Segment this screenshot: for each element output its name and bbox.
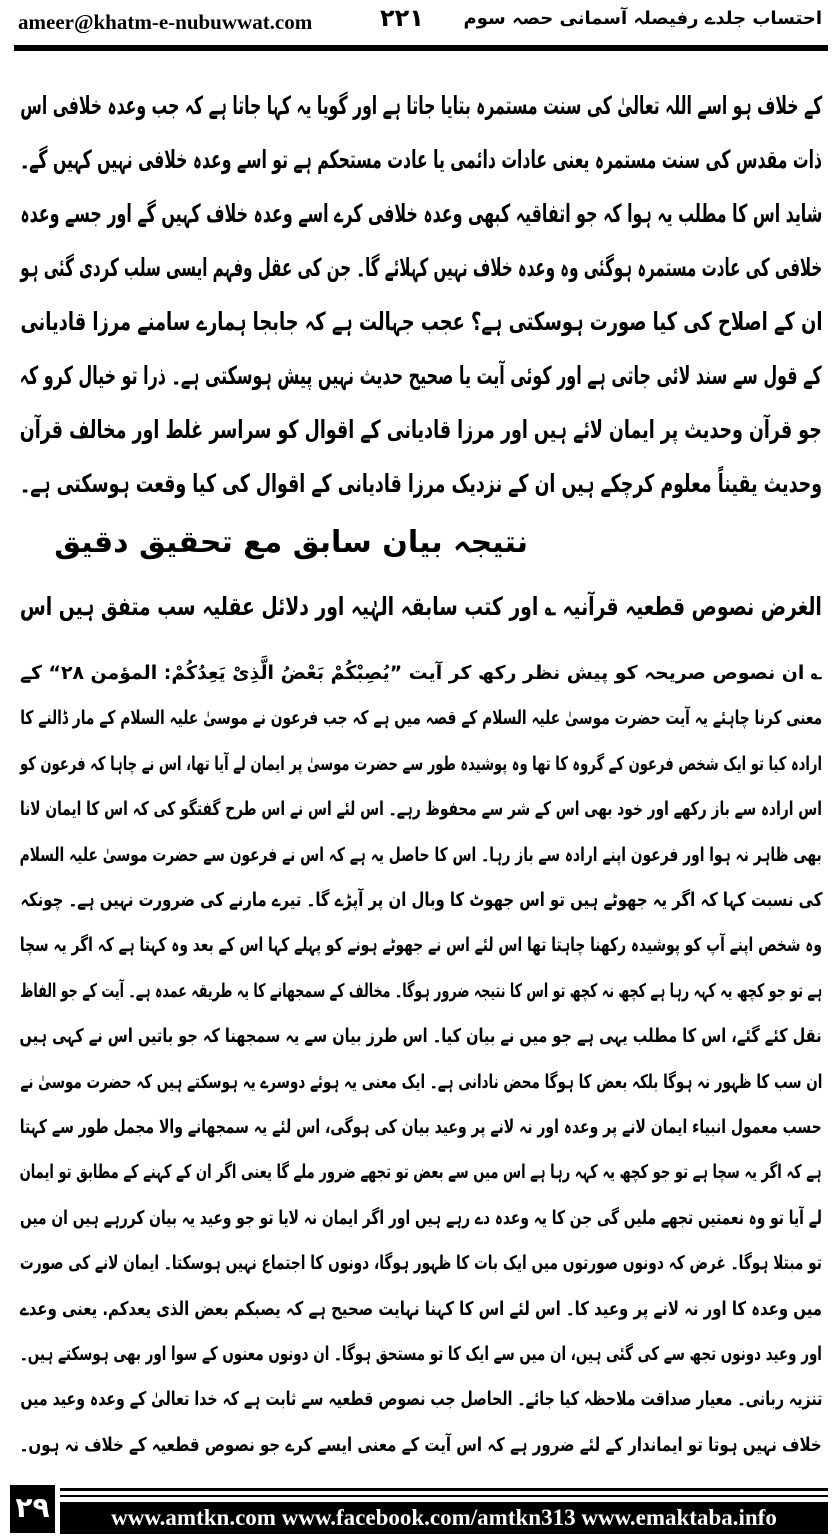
footnote-line: ؎ ان نصوص صریحہ کو پیش نظر رکھ کر آیت ”یُصِبْکُمْ بَعْضُ الَّذِیْ یَعِدُکُمْ: المؤمن ۲۸“ کے <box>20 662 823 684</box>
body-text-line: ان کے اصلاح کی کیا صورت ہوسکتی ہے؟ عجب جہالت ہے کہ جابجا ہمارے سامنے مرزا قادیانی <box>20 307 822 336</box>
footnote-line: میں وعدہ کا اور نہ لانے پر وعید کا۔ اس لئے اس کا کہنا نہایت صحیح ہے کہ یصبکم بعض الذی یعدکم. یعنی وعدے <box>20 1297 822 1320</box>
header-book-title: احتساب جلدے رفیصلہ آسمانی حصہ سوم <box>463 8 822 29</box>
footnote-line: وہ شخص اپنے آپ کو پوشیدہ رکھنا چاہتا تھا اس لئے اس نے جھوٹے ہونے کو پہلے کہا اس کے بعد وہ کہتا ہے کہ اگر یہ سچا <box>20 934 822 957</box>
header-email: ameer@khatm-e-nubuwwat.com <box>18 10 313 34</box>
paragraph-line: الغرض نصوص قطعیہ قرآنیہ ؎ اور کتب سابقہ الہٰیہ اور دلائل عقلیہ سب متفق ہیں اس <box>20 592 822 621</box>
footnote-line: بھی ظاہر نہ ہوا اور فرعون اپنے ارادہ سے باز رہا۔ اس کا حاصل یہ ہے کہ اس نے فرعون سے حضرت موسیٰ علیہ السلام <box>20 843 822 866</box>
body-text-line: وحدیث یقیناً معلوم کرچکے ہیں ان کے نزدیک مرزا قادیانی کے اقوال کی کیا وقعت ہوسکتی ہے۔ <box>20 469 822 498</box>
body-text-line: جو قرآن وحدیث پر ایمان لائے ہیں اور مرزا قادیانی کے اقوال کو سراسر غلط اور مخالف قرآن <box>19 415 822 444</box>
body-text-line: شاید اس کا مطلب یہ ہوا کہ جو اتفاقیہ کبھی وعدہ خلافی کرے اسے وعدہ خلاف کہیں گے اور جسے وعدہ <box>20 199 822 228</box>
footer-links: www.amtkn.com www.facebook.com/amtkn313 www.emaktaba.info <box>60 1502 828 1534</box>
footnote-line: ہے تو جو کچھ یہ کہہ رہا ہے کچھ نہ کچھ تو اس کا نتیجہ ضرور ہوگا۔ مخالف کے سمجھانے کا یہ طریقہ عمدہ ہے۔ آیت کے جو الفاظ <box>20 979 822 1002</box>
footnote-line: نقل کئے گئے، اس کا مطلب یہی ہے جو میں نے بیان کیا۔ اس طرز بیان سے یہ سمجھنا کہ جو باتیں اس نے کہی ہیں <box>20 1025 822 1048</box>
footnote-line: تو مبتلا ہوگا۔ غرض کہ دونوں صورتوں میں ایک بات کا ظہور ہوگا، دونوں کا اجتماع نہیں ہوسکتا۔ ایمان لانے کی صورت <box>20 1252 822 1275</box>
footnote-line: خلاف نہیں ہوتا تو ایماندار کے لئے ضرور ہے کہ اس آیت کے معنی ایسے کرے جو نصوص قطعیہ کے خلاف نہ ہوں۔ <box>20 1433 822 1456</box>
footnote-line: معنی کرنا چاہئے یہ آیت حضرت موسیٰ علیہ السلام کے قصہ میں ہے کہ جب فرعون نے موسیٰ علیہ السلام کے مار ڈالنے کا <box>20 707 822 730</box>
footer-rule <box>60 1495 828 1497</box>
footnote-line: ان سب کا ظہور نہ ہوگا بلکہ بعض کا ہوگا محض نادانی ہے۔ ایک معنی یہ ہوئے دوسرے یہ ہوسکتے ہیں کہ حضرت موسیٰ نے <box>20 1070 822 1093</box>
footnote-line: ارادہ کیا تو ایک شخص فرعون کے گروہ کا تھا وہ پوشیدہ طور سے حضرت موسیٰ پر ایمان لے آیا تھا، اس نے چاہا کہ فرعون کو <box>19 752 822 775</box>
footnote-line: اور وعید دونوں تجھ سے کی گئی ہیں، ان میں سے ایک کا تو مستحق ہوگا۔ ان دونوں معنوں کے سوا اور بھی ہوسکتے ہیں۔ <box>20 1343 822 1365</box>
body-text-line: کے خلاف ہو اسے اللہ تعالیٰ کی سنت مستمرہ بتایا جاتا ہے اور گویا یہ کہا جاتا ہے کہ جب وعدہ خلافی اس <box>20 91 822 120</box>
body-text-line: ذات مقدس کی سنت مستمرہ یعنی عادات دائمی یا عادت مستحکم ہے تو اسے وعدہ خلافی نہیں کہیں گے۔ <box>20 145 822 174</box>
footer-rule <box>60 1488 828 1491</box>
body-text-line: کے قول سے سند لائی جاتی ہے اور کوئی آیت یا صحیح حدیث نہیں پیش ہوسکتی ہے۔ ذرا تو خیال کرو کہ <box>20 361 822 390</box>
page-header <box>18 4 822 40</box>
section-heading: نتیجہ بیان سابق مع تحقیق دقیق <box>54 525 528 560</box>
footnote-line: حسب معمول انبیاء ایمان لانے پر وعدہ اور نہ لانے پر وعید بیان کی ہوگی، اس لئے یہ سمجھانے والا مجمل طور سے کہتا <box>20 1116 822 1138</box>
body-text-line: خلافی کی عادت مستمرہ ہوگئی وہ وعدہ خلاف نہیں کہلائے گا۔ جن کی عقل وفہم ایسی سلب کردی گئی ہو <box>20 253 822 282</box>
footnote-line: لے آیا تو وہ نعمتیں تجھے ملیں گی جن کا یہ وعدہ دے رہے ہیں اور اگر ایمان نہ لایا تو جو وعید یہ بیان کررہے ہیں ان میں <box>20 1206 822 1229</box>
footnote-line: ہے کہ اگر یہ سچا ہے تو جو کچھ یہ کہہ رہا ہے اس میں سے بعض تو تجھے ضرور ملے گا یعنی اگر ان کے کہنے کے مطابق تو ایمان <box>20 1161 822 1184</box>
footnote-line: کی نسبت کہا کہ اگر یہ جھوٹے ہیں تو اس جھوٹ کا وبال ان پر آپڑے گا۔ تیرے مارنے کی ضرورت نہیں ہے۔ چونکہ <box>20 889 822 911</box>
footnote-line: تنزیہ ربانی۔ معیار صداقت ملاحظہ کیا جائے۔ الحاصل جب نصوص قطعیہ سے ثابت ہے کہ خدا تعالیٰ کے وعدہ وعید میں <box>20 1388 822 1411</box>
header-page-number: ۲۲۱ <box>380 4 424 32</box>
footnote-line: اس ارادہ سے باز رکھے اور خود بھی اس کے شر سے محفوظ رہے۔ اس لئے اس نے اس طرح گفتگو کی کہ اس کا ایمان لانا <box>20 798 822 821</box>
footer-page-number: ۲۹ <box>10 1485 55 1533</box>
header-rule <box>14 45 828 51</box>
